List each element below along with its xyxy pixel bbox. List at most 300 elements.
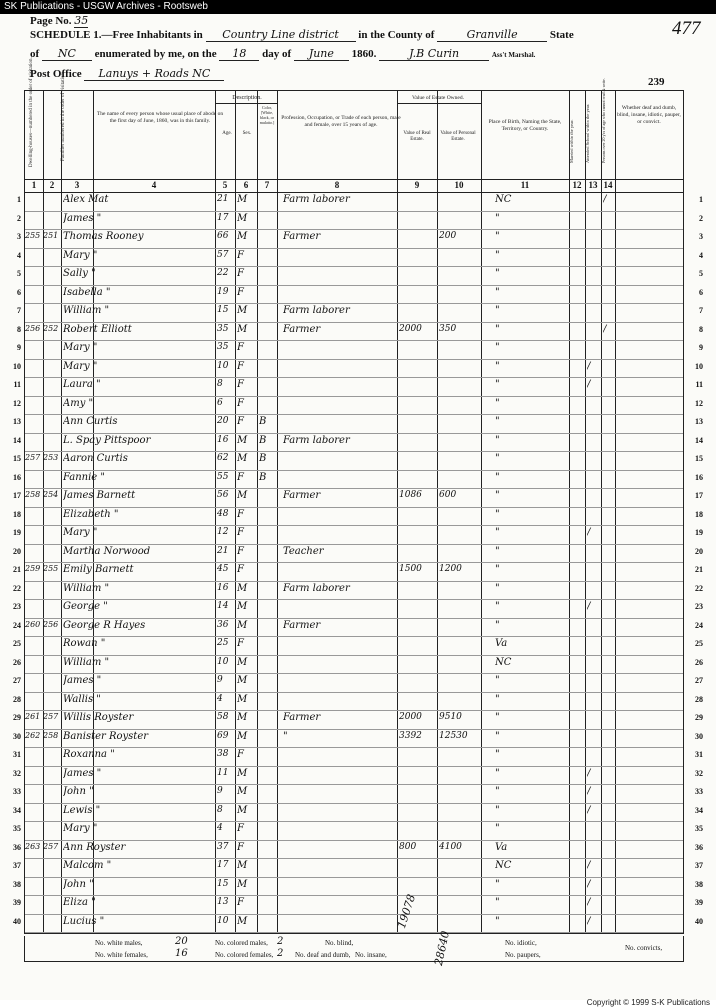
- cell-name: Aaron Curtis: [63, 453, 128, 464]
- column-number: 6: [243, 180, 249, 190]
- cell-pers: 12530: [439, 730, 468, 741]
- line-number-left: 10: [13, 361, 21, 371]
- col9-header: Value of Personal Estate.: [440, 131, 476, 142]
- col7-header: Profession, Occupation, or Trade of each person, male and female, over 15 years of age.: [281, 115, 401, 128]
- line-number-right: 17: [695, 491, 703, 500]
- cell-age: 69: [217, 730, 229, 741]
- census-row: [17, 266, 703, 286]
- cell-s: /: [587, 527, 591, 538]
- line-number-right: 10: [695, 361, 703, 371]
- cell-sex: M: [237, 767, 248, 779]
- line-number-left: 35: [13, 824, 21, 833]
- cell-birth: ": [495, 712, 500, 723]
- line-number-right: 18: [695, 509, 703, 519]
- cell-birth: ": [495, 878, 500, 890]
- line-number-left: 27: [13, 676, 21, 685]
- column-number: 4: [151, 180, 157, 190]
- cell-d: 259: [25, 564, 41, 573]
- census-row: [17, 303, 703, 323]
- cell-age: 15: [217, 305, 229, 315]
- cell-name: Ann Royster: [63, 841, 126, 853]
- cell-name: Mary ": [63, 342, 98, 353]
- line-number-right: 32: [695, 768, 703, 778]
- cell-birth: ": [495, 564, 500, 575]
- census-row: [13, 692, 703, 712]
- cell-sex: M: [237, 656, 248, 668]
- cell-name: Lucius ": [63, 915, 105, 927]
- column-number: 8: [334, 180, 340, 190]
- column-number: 10: [454, 180, 464, 190]
- cell-birth: ": [495, 730, 500, 742]
- cell-f: 255: [43, 564, 59, 573]
- col2-header: Families numbered in the order of visitation.: [61, 71, 66, 161]
- line-number-left: 18: [13, 509, 21, 519]
- insane-label: No. insane,: [355, 951, 387, 959]
- cell-name: Isabella ": [63, 286, 111, 298]
- cell-s: /: [587, 360, 591, 372]
- cell-pers: 600: [439, 490, 457, 500]
- cell-f: 256: [43, 619, 59, 629]
- cell-name: William ": [63, 656, 110, 668]
- census-row: [17, 285, 703, 305]
- cell-color: B: [259, 434, 267, 446]
- line-number-left: 34: [13, 805, 21, 815]
- cell-name: John ": [63, 786, 94, 797]
- subheader-rule: [397, 103, 481, 104]
- census-page: [0, 14, 716, 1007]
- cell-birth: ": [495, 471, 500, 483]
- line-number-right: 4: [699, 250, 703, 260]
- cell-sex: M: [237, 712, 248, 723]
- census-row: [13, 636, 703, 656]
- cell-f: 252: [43, 323, 59, 333]
- cell-age: 16: [217, 434, 229, 445]
- cell-s: /: [587, 897, 591, 908]
- cell-sex: F: [237, 379, 244, 390]
- cell-name: Laura ": [63, 379, 101, 390]
- cell-pers: 1200: [439, 564, 462, 574]
- cell-birth: ": [495, 286, 500, 298]
- cell-birth: ": [495, 397, 500, 409]
- line-number-right: 35: [695, 824, 703, 833]
- line-number-right: 8: [699, 324, 703, 334]
- cell-birth: ": [495, 601, 500, 612]
- cell-sex: F: [237, 638, 244, 649]
- line-number-right: 24: [695, 620, 703, 630]
- cell-age: 20: [217, 416, 229, 426]
- post-office-line: Post Office Lanuys + Roads NC: [30, 67, 224, 81]
- census-row: [13, 914, 703, 934]
- sheet-number: 239: [648, 76, 665, 88]
- cell-r: /: [603, 323, 607, 335]
- cell-sex: F: [237, 508, 244, 520]
- line-number-left: 37: [13, 861, 21, 870]
- census-row: [13, 766, 703, 786]
- cell-name: Willis Royster: [63, 712, 134, 723]
- cell-age: 35: [217, 323, 229, 334]
- line-number-right: 37: [695, 861, 703, 870]
- col1-header: Dwelling-houses—numbered in the order of visitation.: [29, 57, 34, 167]
- white-females-count: 16: [175, 948, 188, 959]
- cell-sex: M: [237, 490, 248, 501]
- line-number-left: 6: [17, 287, 21, 297]
- cell-birth: ": [495, 619, 500, 631]
- cell-sex: M: [237, 915, 248, 927]
- cell-sex: M: [237, 212, 248, 224]
- cell-birth: ": [495, 749, 500, 760]
- cell-birth: ": [495, 231, 500, 242]
- census-row: [17, 322, 703, 342]
- cell-age: 45: [217, 564, 229, 574]
- line-number-right: 40: [695, 916, 703, 926]
- cell-real: 3392: [399, 730, 422, 741]
- cell-sex: M: [237, 730, 248, 742]
- cell-occ: Farmer: [283, 231, 321, 242]
- cell-name: Malcom ": [63, 860, 112, 871]
- cell-sex: F: [237, 841, 244, 853]
- cell-s: /: [587, 915, 591, 927]
- line-number-left: 23: [13, 602, 21, 611]
- cell-age: 10: [217, 915, 229, 926]
- line-number-left: 24: [13, 620, 21, 630]
- column-number: 5: [222, 180, 228, 190]
- cell-name: Robert Elliott: [63, 323, 132, 335]
- line-number-left: 2: [17, 213, 21, 223]
- line-number-right: 39: [695, 898, 703, 907]
- cell-name: Rowan ": [63, 638, 106, 649]
- cell-age: 6: [217, 397, 223, 408]
- column-number: 11: [520, 180, 530, 190]
- cell-age: 21: [217, 545, 229, 556]
- cell-age: 25: [217, 638, 229, 648]
- column-number: 1: [31, 180, 37, 190]
- cell-name: Ann Curtis: [63, 416, 118, 427]
- col4-header: Age.: [222, 131, 232, 136]
- line-number-left: 36: [13, 842, 21, 852]
- cell-birth: ": [495, 786, 500, 797]
- colored-males-label: No. colored males,: [215, 939, 268, 947]
- page-number: Page No. 35: [30, 14, 89, 27]
- cell-sex: M: [237, 305, 248, 316]
- cell-sex: M: [237, 194, 248, 205]
- cell-age: 19: [217, 286, 229, 297]
- cell-birth: Va: [495, 638, 508, 649]
- census-row: [13, 655, 703, 675]
- cell-birth: NC: [495, 860, 512, 871]
- cell-birth: Va: [495, 841, 508, 853]
- cell-name: L. Spay Pittspoor: [63, 434, 151, 446]
- census-row: [13, 877, 703, 897]
- cell-name: Mary ": [63, 360, 98, 372]
- cell-occ: Farmer: [283, 712, 321, 723]
- cell-sex: F: [237, 268, 244, 279]
- column-number: 12: [572, 180, 582, 190]
- line-number-right: 26: [695, 657, 703, 667]
- cell-occ: Farm laborer: [283, 434, 350, 446]
- line-number-left: 31: [13, 750, 21, 759]
- line-number-left: 7: [17, 306, 21, 315]
- cell-s: /: [587, 767, 591, 779]
- line-number-left: 1: [17, 195, 21, 204]
- census-row: [13, 581, 703, 601]
- subheader-rule: [215, 103, 277, 104]
- cell-occ: Farm laborer: [283, 194, 350, 205]
- cell-age: 10: [217, 656, 229, 667]
- line-number-left: 38: [13, 879, 21, 889]
- line-number-right: 22: [695, 583, 703, 593]
- paupers-label: No. paupers,: [505, 951, 541, 959]
- line-number-right: 11: [695, 380, 703, 389]
- cell-birth: ": [495, 675, 500, 686]
- blind-label: No. blind,: [325, 939, 354, 947]
- line-number-left: 19: [13, 528, 21, 537]
- cell-s: /: [587, 601, 591, 612]
- line-number-right: 23: [695, 602, 703, 611]
- cell-sex: F: [237, 416, 244, 427]
- description-header: Description.: [232, 95, 262, 101]
- line-number-left: 26: [13, 657, 21, 667]
- cell-sex: M: [237, 804, 248, 816]
- cell-age: 36: [217, 619, 229, 630]
- cell-real: 1086: [399, 490, 422, 500]
- cell-age: 57: [217, 249, 229, 260]
- line-number-left: 28: [13, 694, 21, 704]
- cell-birth: ": [495, 360, 500, 372]
- cell-birth: ": [495, 342, 500, 353]
- cell-age: 38: [217, 749, 229, 759]
- cell-sex: M: [237, 582, 248, 594]
- cell-birth: ": [495, 508, 500, 520]
- cell-sex: M: [237, 323, 248, 335]
- tally-figure-1: 19078: [395, 892, 419, 931]
- line-number-right: 20: [695, 546, 703, 556]
- cell-age: 48: [217, 508, 229, 519]
- col10-header: Place of Birth, Naming the State, Territory, or Country.: [488, 119, 562, 132]
- cell-age: 35: [217, 342, 229, 352]
- cell-sex: M: [237, 878, 248, 890]
- line-number-right: 7: [699, 306, 703, 315]
- cell-age: 15: [217, 878, 229, 889]
- col5-header: Sex.: [242, 131, 252, 136]
- cell-name: James ": [63, 212, 102, 224]
- cell-sex: F: [237, 342, 244, 353]
- cell-name: Banister Royster: [63, 730, 149, 742]
- line-number-right: 5: [699, 269, 703, 278]
- cell-age: 17: [217, 212, 229, 223]
- deaf-label: No. deaf and dumb,: [295, 951, 351, 959]
- cell-age: 8: [217, 379, 223, 389]
- cell-birth: ": [495, 767, 500, 779]
- cell-name: John ": [63, 878, 94, 890]
- cell-d: 263: [25, 841, 41, 851]
- line-number-left: 15: [13, 454, 21, 463]
- cell-birth: ": [495, 212, 500, 224]
- cell-pers: 4100: [439, 841, 462, 852]
- line-number-left: 22: [13, 583, 21, 593]
- cell-age: 14: [217, 601, 229, 611]
- cell-s: /: [587, 379, 591, 390]
- cell-name: Elizabeth ": [63, 508, 119, 520]
- convicts-label: No. convicts,: [625, 944, 663, 952]
- column-number: 3: [74, 180, 80, 190]
- cell-age: 58: [217, 712, 229, 722]
- cell-age: 17: [217, 860, 229, 870]
- line-number-right: 25: [695, 639, 703, 648]
- cell-sex: M: [237, 434, 248, 446]
- cell-color: B: [259, 453, 267, 464]
- cell-s: /: [587, 786, 591, 797]
- cell-age: 9: [217, 675, 223, 685]
- census-row: [13, 451, 703, 471]
- census-row: [13, 544, 703, 564]
- column-number: 13: [588, 180, 598, 190]
- tally-figure-2: 28640: [432, 929, 452, 967]
- cell-age: 4: [217, 693, 223, 704]
- cell-birth: ": [495, 268, 500, 279]
- census-row: [17, 192, 703, 212]
- cell-d: 257: [25, 453, 41, 462]
- cell-name: Fannie ": [63, 471, 105, 483]
- cell-d: 256: [25, 323, 41, 333]
- cell-name: Wallis ": [63, 693, 101, 705]
- cell-color: B: [259, 416, 267, 427]
- colored-females-count: 2: [277, 948, 284, 959]
- line-number-left: 5: [17, 269, 21, 278]
- line-number-left: 33: [13, 787, 21, 796]
- estate-header: Value of Estate Owned.: [412, 95, 464, 101]
- cell-name: Mary ": [63, 823, 98, 834]
- white-males-label: No. white males,: [95, 939, 143, 947]
- page-stamp: 477: [672, 18, 701, 39]
- cell-sex: M: [237, 786, 248, 797]
- line-number-right: 19: [695, 528, 703, 537]
- census-row: [13, 747, 703, 767]
- cell-age: 13: [217, 897, 229, 907]
- cell-real: 800: [399, 841, 417, 852]
- cell-pers: 200: [439, 231, 457, 241]
- cell-occ: Teacher: [283, 545, 324, 557]
- line-number-right: 9: [699, 343, 703, 352]
- census-row: [13, 618, 703, 638]
- cell-birth: ": [495, 823, 500, 834]
- census-row: [13, 710, 703, 730]
- line-number-left: 9: [17, 343, 21, 352]
- cell-birth: NC: [495, 656, 512, 668]
- line-number-right: 28: [695, 694, 703, 704]
- cell-s: /: [587, 804, 591, 816]
- cell-age: 10: [217, 360, 229, 371]
- line-number-left: 25: [13, 639, 21, 648]
- line-number-right: 6: [699, 287, 703, 297]
- cell-birth: ": [495, 434, 500, 446]
- cell-sex: M: [237, 619, 248, 631]
- line-number-right: 36: [695, 842, 703, 852]
- cell-s: /: [587, 860, 591, 871]
- col13-header: Persons over 20 y'rs of age who cannot read & write.: [601, 78, 606, 163]
- cell-occ: Farm laborer: [283, 582, 350, 594]
- cell-sex: M: [237, 860, 248, 871]
- census-row: [13, 525, 703, 545]
- column-number: 9: [414, 180, 420, 190]
- cell-sex: F: [237, 823, 244, 834]
- cell-f: 254: [43, 490, 59, 499]
- cell-birth: ": [495, 379, 500, 390]
- col12-header: Attended School within the year.: [585, 103, 590, 163]
- cell-age: 56: [217, 490, 229, 500]
- cell-age: 66: [217, 231, 229, 241]
- cell-name: William ": [63, 305, 110, 316]
- cell-sex: F: [237, 360, 244, 372]
- census-row: [13, 803, 703, 823]
- census-row: [13, 673, 703, 693]
- cell-d: 261: [25, 712, 41, 721]
- col3-header: The name of every person whose usual place of abode on the first day of June, 1860, was in this family.: [96, 111, 224, 124]
- cell-color: B: [259, 471, 267, 483]
- census-row: [13, 821, 703, 841]
- cell-f: 258: [43, 730, 59, 740]
- cell-sex: M: [237, 601, 248, 612]
- line-number-left: 21: [13, 565, 21, 574]
- cell-name: Martha Norwood: [63, 545, 151, 557]
- cell-name: Lewis ": [63, 804, 101, 816]
- cell-age: 21: [217, 194, 229, 204]
- line-number-left: 20: [13, 546, 21, 556]
- cell-sex: F: [237, 897, 244, 908]
- cell-pers: 9510: [439, 712, 462, 722]
- cell-real: 2000: [399, 323, 422, 334]
- line-number-left: 29: [13, 713, 21, 722]
- cell-sex: F: [237, 564, 244, 575]
- line-number-left: 3: [17, 232, 21, 241]
- line-number-right: 1: [699, 195, 703, 204]
- col11-header: Married within the year.: [569, 119, 574, 163]
- colored-females-label: No. colored females,: [215, 951, 274, 959]
- cell-age: 37: [217, 841, 229, 852]
- cell-name: Roxanna ": [63, 749, 115, 760]
- cell-name: Sally ": [63, 268, 96, 279]
- cell-f: 257: [43, 712, 59, 721]
- col14-header: Whether deaf and dumb, blind, insane, idiotic, pauper, or convict.: [617, 105, 681, 125]
- line-number-left: 16: [13, 472, 21, 482]
- cell-occ: Farm laborer: [283, 305, 350, 316]
- cell-name: William ": [63, 582, 110, 594]
- census-row: [13, 433, 703, 453]
- line-number-right: 21: [695, 565, 703, 574]
- copyright-notice: Copyright © 1999 S-K Publications: [586, 998, 710, 1007]
- census-row: [13, 377, 703, 397]
- line-number-right: 3: [699, 232, 703, 241]
- cell-occ: ": [283, 730, 288, 742]
- census-row: [13, 840, 703, 860]
- cell-birth: ": [495, 249, 500, 261]
- cell-birth: ": [495, 416, 500, 427]
- cell-sex: F: [237, 527, 244, 538]
- line-number-right: 13: [695, 417, 703, 426]
- line-number-left: 12: [13, 398, 21, 408]
- colored-males-count: 2: [277, 936, 284, 947]
- cell-real: 1500: [399, 564, 422, 574]
- cell-r: /: [603, 194, 607, 205]
- cell-sex: F: [237, 471, 244, 483]
- cell-age: 22: [217, 268, 229, 278]
- cell-birth: ": [495, 693, 500, 705]
- cell-sex: F: [237, 397, 244, 409]
- line-number-right: 15: [695, 454, 703, 463]
- line-number-left: 11: [13, 380, 21, 389]
- census-row: [17, 248, 703, 268]
- enumeration-line: of NC enumerated by me, on the 18 day of June 1860. J.B Curin Ass't Marshal.: [30, 47, 536, 60]
- census-row: [13, 488, 703, 508]
